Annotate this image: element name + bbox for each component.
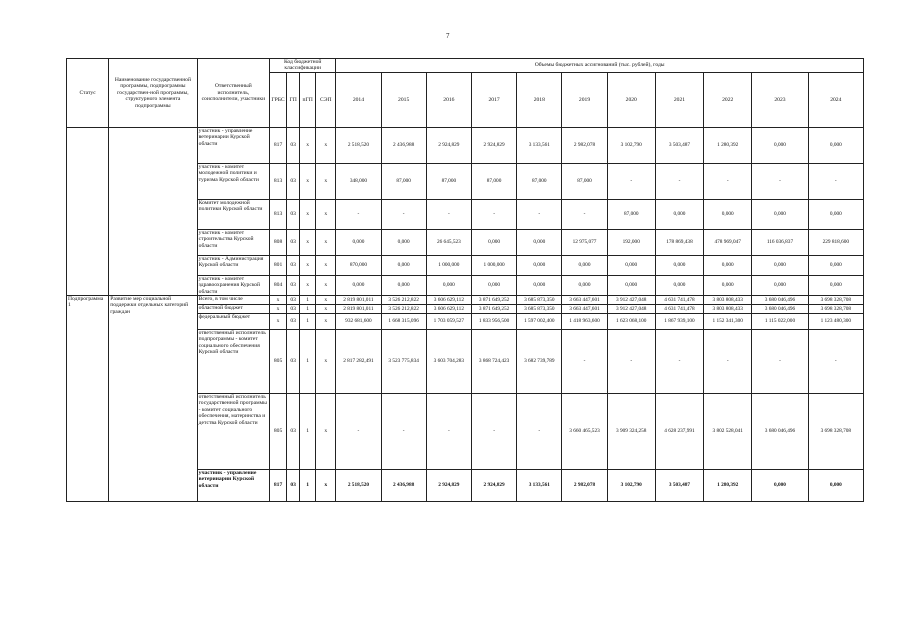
code-cell: 1 [300,330,316,394]
value-cell: 3 660 465,523 [562,394,607,470]
table-row [67,296,864,305]
code-cell: 804 [270,275,287,295]
subprogram-status: Подпрограмма 1 [67,296,109,502]
value-cell: 87,000 [426,163,471,199]
value-cell: 0,000 [607,275,655,295]
code-cell: x [316,305,336,314]
code-cell: 1 [300,394,316,470]
value-cell: 0,000 [655,275,703,295]
value-cell: 1 418 963,600 [562,314,607,330]
code-cell: 03 [287,199,300,229]
code-cell: x [316,163,336,199]
header-name: Наименование государственной программы, подпрограммы государствен-ной программы, структурного элемента подпрограммы [109,59,197,128]
value-cell: 3 133,561 [517,127,562,163]
header-year-9: 2023 [752,72,808,127]
value-cell: 3 912 427,048 [607,296,655,305]
header-year-4: 2018 [517,72,562,127]
value-cell: 3 606 629,112 [426,296,471,305]
responsible-cell: областной бюджет [197,305,269,314]
responsible-cell: участник - комитет строительства Курской области [197,229,269,255]
value-cell: 2 436,988 [381,470,426,502]
code-cell: x [270,314,287,330]
code-cell: 03 [287,330,300,394]
header-year-0: 2014 [336,72,381,127]
value-cell: 1 703 059,527 [426,314,471,330]
value-cell: 3 698 328,708 [808,305,863,314]
value-cell: 87,000 [381,163,426,199]
value-cell: 2 817 282,491 [336,330,381,394]
value-cell: 3 682 739,789 [517,330,562,394]
value-cell: 0,000 [808,199,863,229]
value-cell: - [381,394,426,470]
value-cell: 2 982,078 [562,127,607,163]
value-cell: 0,000 [517,229,562,255]
value-cell: 87,000 [562,163,607,199]
budget-table [66,58,864,502]
value-cell: 3 868 724,423 [471,330,516,394]
value-cell: - [426,394,471,470]
value-cell: 3 102,790 [607,470,655,502]
code-cell: 805 [270,330,287,394]
value-cell: 0,000 [517,275,562,295]
code-cell: 03 [287,314,300,330]
code-cell: x [316,199,336,229]
header-code-3: СЭП [316,72,336,127]
code-cell: 03 [287,305,300,314]
value-cell: - [752,163,808,199]
value-cell: 1 000,000 [471,255,516,275]
header-budget-code: Код бюджетной классификации [270,59,336,73]
value-cell: 0,000 [808,127,863,163]
code-cell: x [300,199,316,229]
value-cell: 2 924,829 [471,470,516,502]
value-cell: 4 631 741,478 [655,296,703,305]
code-cell: 03 [287,470,300,502]
header-year-8: 2022 [704,72,752,127]
value-cell: 0,000 [426,275,471,295]
code-cell: x [316,275,336,295]
page-number: 7 [446,32,450,40]
value-cell: - [655,330,703,394]
value-cell: 3 663 447,601 [562,305,607,314]
value-cell: 0,000 [752,127,808,163]
value-cell: 1 280,392 [704,470,752,502]
code-cell: 1 [300,296,316,305]
code-cell: x [316,296,336,305]
value-cell: 3 503,487 [655,127,703,163]
value-cell: - [562,199,607,229]
value-cell: 3 685 873,350 [517,305,562,314]
value-cell: 0,000 [471,275,516,295]
responsible-cell: участник - управление ветеринарии Курской области [197,127,269,163]
code-cell: 801 [270,255,287,275]
header-year-3: 2017 [471,72,516,127]
value-cell: 0,000 [655,255,703,275]
responsible-cell: ответственный исполнитель государственной программы - комитет социального обеспечения, материнства и детства Курской области [197,394,269,470]
value-cell: - [517,199,562,229]
value-cell: 3 603 704,283 [426,330,471,394]
value-cell: - [336,394,381,470]
value-cell: 26 645,523 [426,229,471,255]
value-cell: 0,000 [381,255,426,275]
code-cell: x [316,229,336,255]
value-cell: 2 518,520 [336,470,381,502]
value-cell: 116 036,837 [752,229,808,255]
value-cell: 478 969,047 [704,229,752,255]
value-cell: 0,000 [704,199,752,229]
code-cell: 808 [270,229,287,255]
value-cell: 1 668 315,096 [381,314,426,330]
value-cell: 3 802 528,041 [704,394,752,470]
responsible-cell: участник - комитет здравоохранения Курской области [197,275,269,295]
value-cell: 2 436,988 [381,127,426,163]
subprogram-name: Развитие мер социальной поддержки отдельных категорий граждан [109,296,197,502]
header-volumes: Объемы бюджетных ассигнований (тыс. рублей), годы [336,59,864,73]
value-cell: - [607,330,655,394]
value-cell: 932 681,600 [336,314,381,330]
value-cell: 4 631 741,478 [655,305,703,314]
value-cell: - [517,394,562,470]
header-code-0: ГРБС [270,72,287,127]
value-cell: 0,000 [381,229,426,255]
table-row [67,127,864,163]
value-cell: 3 503,487 [655,470,703,502]
responsible-cell: федеральный бюджет [197,314,269,330]
code-cell: x [270,296,287,305]
value-cell: 3 803 808,433 [704,305,752,314]
header-responsible: Ответственный исполнитель, соисполнители, участники [197,59,269,128]
value-cell: 178 869,438 [655,229,703,255]
value-cell: 0,000 [752,199,808,229]
value-cell: - [607,163,655,199]
code-cell: x [300,163,316,199]
code-cell: 03 [287,127,300,163]
value-cell: 0,000 [752,470,808,502]
value-cell: 3 871 649,252 [471,296,516,305]
value-cell: - [562,330,607,394]
header-code-1: ГП [287,72,300,127]
code-cell: 03 [287,296,300,305]
code-cell: x [300,275,316,295]
responsible-cell: участник - комитет молодежной политики и туризма Курской области [197,163,269,199]
code-cell: 1 [300,470,316,502]
code-cell: 813 [270,199,287,229]
header-code-2: пГП [300,72,316,127]
header-year-2: 2016 [426,72,471,127]
value-cell: 3 680 046,496 [752,305,808,314]
code-cell: 03 [287,255,300,275]
value-cell: 3 526 212,822 [381,296,426,305]
value-cell: 870,000 [336,255,381,275]
value-cell: 0,000 [336,275,381,295]
value-cell: - [655,163,703,199]
value-cell: 12 975,077 [562,229,607,255]
value-cell: 229 818,600 [808,229,863,255]
responsible-cell: Комитет молодежной политики Курской области [197,199,269,229]
code-cell: x [316,470,336,502]
value-cell: 87,000 [517,163,562,199]
value-cell: 1 623 068,100 [607,314,655,330]
value-cell: 2 819 801,011 [336,296,381,305]
header-year-6: 2020 [607,72,655,127]
value-cell: 1 867 939,100 [655,314,703,330]
value-cell: 2 924,829 [426,127,471,163]
value-cell: 0,000 [562,255,607,275]
code-cell: 03 [287,394,300,470]
value-cell: 1 000,000 [426,255,471,275]
value-cell: 3 133,561 [517,470,562,502]
responsible-cell: участник - Администрация Курской области [197,255,269,275]
header-year-10: 2024 [808,72,863,127]
header-status: Статус [67,59,109,128]
value-cell: 0,000 [607,255,655,275]
value-cell: 1 152 341,300 [704,314,752,330]
responsible-cell: участник - управление ветеринарии Курской области [197,470,269,502]
code-cell: x [300,229,316,255]
value-cell: 3 871 649,252 [471,305,516,314]
value-cell: 3 680 046,496 [752,394,808,470]
value-cell: - [752,330,808,394]
value-cell: - [471,199,516,229]
code-cell: x [316,127,336,163]
value-cell: 0,000 [655,199,703,229]
code-cell: 817 [270,470,287,502]
value-cell: 0,000 [562,275,607,295]
value-cell: 2 924,829 [471,127,516,163]
value-cell: 0,000 [752,255,808,275]
code-cell: x [300,127,316,163]
value-cell: 3 912 427,048 [607,305,655,314]
value-cell: 0,000 [808,275,863,295]
value-cell: - [336,199,381,229]
value-cell: 4 628 237,991 [655,394,703,470]
code-cell: 1 [300,314,316,330]
code-cell: x [316,330,336,394]
value-cell: - [381,199,426,229]
header-year-1: 2015 [381,72,426,127]
code-cell: 1 [300,305,316,314]
value-cell: 3 698 328,708 [808,296,863,305]
value-cell: 87,000 [607,199,655,229]
value-cell: - [808,163,863,199]
value-cell: 1 280,392 [704,127,752,163]
value-cell: 3 663 447,601 [562,296,607,305]
value-cell: 3 685 873,350 [517,296,562,305]
value-cell: 0,000 [471,229,516,255]
value-cell: - [704,330,752,394]
value-cell: 0,000 [704,255,752,275]
code-cell: x [316,255,336,275]
code-cell: 817 [270,127,287,163]
header-year-5: 2019 [562,72,607,127]
code-cell: 03 [287,275,300,295]
value-cell: 3 803 808,433 [704,296,752,305]
value-cell: 3 102,790 [607,127,655,163]
code-cell: 813 [270,163,287,199]
value-cell: 192,000 [607,229,655,255]
value-cell: 0,000 [752,275,808,295]
code-cell: 03 [287,229,300,255]
value-cell: - [471,394,516,470]
code-cell: x [270,305,287,314]
code-cell: 805 [270,394,287,470]
value-cell: 1 115 022,000 [752,314,808,330]
value-cell: 0,000 [336,229,381,255]
value-cell: 2 924,829 [426,470,471,502]
name-cell [109,127,197,295]
value-cell: 2 819 801,011 [336,305,381,314]
value-cell: 0,000 [704,275,752,295]
value-cell: 348,000 [336,163,381,199]
value-cell: 3 698 328,708 [808,394,863,470]
value-cell: 87,000 [471,163,516,199]
value-cell: 3 606 629,112 [426,305,471,314]
responsible-cell: Всего, в том числе [197,296,269,305]
code-cell: 03 [287,163,300,199]
value-cell: - [808,330,863,394]
status-cell [67,127,109,295]
value-cell: 1 123 480,300 [808,314,863,330]
value-cell: 0,000 [381,275,426,295]
code-cell: x [316,394,336,470]
value-cell: 1 833 956,500 [471,314,516,330]
value-cell: 3 523 775,834 [381,330,426,394]
header-year-7: 2021 [655,72,703,127]
value-cell: 3 526 212,822 [381,305,426,314]
value-cell: 3 680 046,496 [752,296,808,305]
responsible-cell: ответственный исполнитель подпрограммы - комитет социального обеспечения Курской области [197,330,269,394]
code-cell: x [300,255,316,275]
value-cell: - [704,163,752,199]
value-cell: 0,000 [808,470,863,502]
value-cell: - [426,199,471,229]
value-cell: 0,000 [808,255,863,275]
code-cell: x [316,314,336,330]
value-cell: 2 982,078 [562,470,607,502]
value-cell: 2 518,520 [336,127,381,163]
value-cell: 1 597 002,400 [517,314,562,330]
value-cell: 3 909 324,258 [607,394,655,470]
value-cell: 0,000 [517,255,562,275]
